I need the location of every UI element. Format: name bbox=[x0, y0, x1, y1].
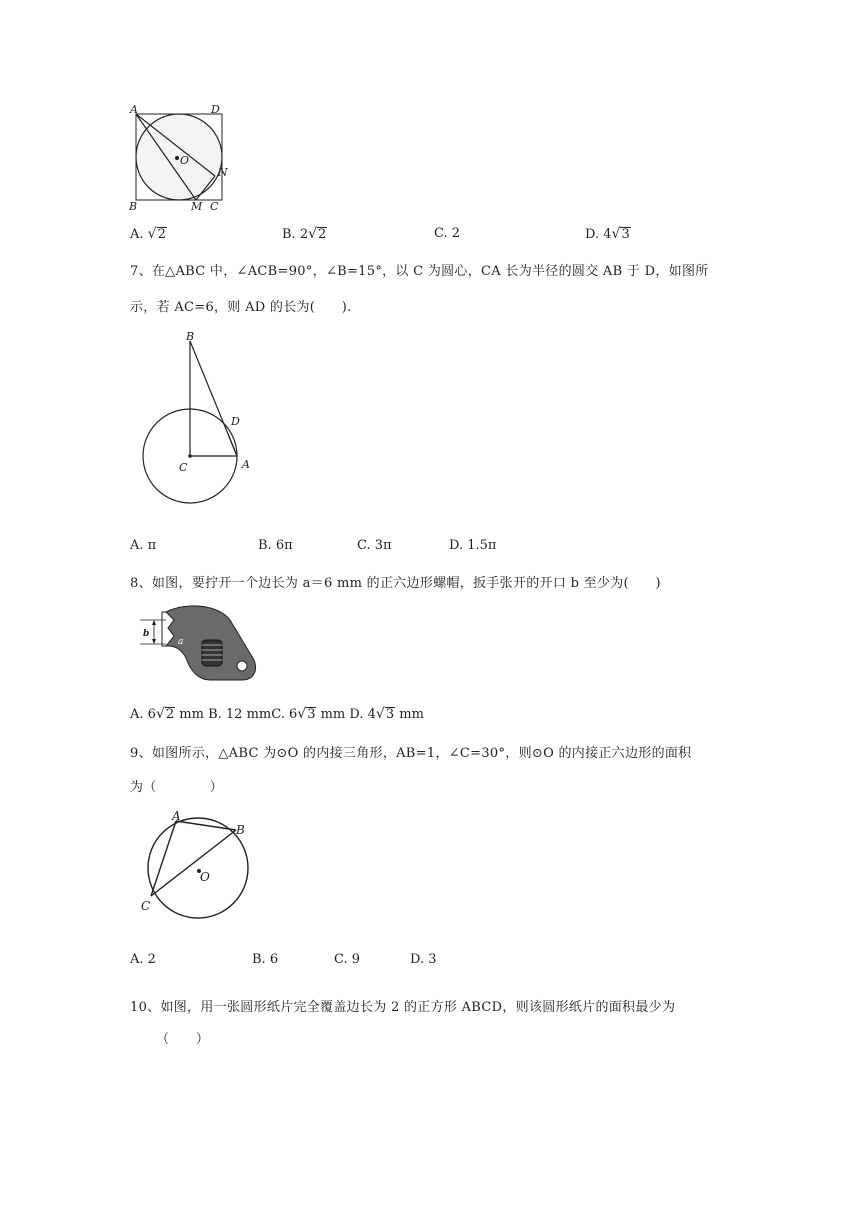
q6-label-a: A bbox=[130, 104, 138, 116]
q9-option-d[interactable]: D. 3 bbox=[410, 952, 437, 967]
q8-option-d[interactable]: D. 4√3 mm bbox=[349, 706, 424, 722]
q9-label-o: O bbox=[200, 870, 210, 884]
q10-text-line2: （ ） bbox=[156, 1032, 210, 1047]
q7-figure bbox=[140, 326, 260, 526]
q7-label-d: D bbox=[231, 415, 240, 428]
q9-text-line2: 为（ ） bbox=[130, 780, 224, 795]
q8-option-c[interactable]: C. 6√3 mm bbox=[271, 706, 346, 722]
q8-option-b[interactable]: B. 12 mm bbox=[208, 707, 272, 722]
q9-option-b[interactable]: B. 6 bbox=[252, 952, 279, 967]
q6-label-b: B bbox=[129, 200, 138, 213]
q10-text-line1: 10、如图，用一张圆形纸片完全覆盖边长为 2 的正方形 ABCD，则该圆形纸片的面积最少为 bbox=[130, 1000, 676, 1015]
q7-text-line2: 示，若 AC=6，则 AD 的长为( ). bbox=[130, 300, 352, 315]
q6-label-n: N bbox=[218, 166, 228, 179]
q9-label-c: C bbox=[141, 899, 151, 913]
q9-figure bbox=[136, 808, 256, 924]
q8-label-a: a bbox=[178, 637, 184, 647]
q7-label-a: A bbox=[242, 458, 250, 471]
q6-figure bbox=[126, 104, 236, 214]
q6-option-a[interactable]: A. √2 bbox=[130, 226, 166, 242]
q6-option-b[interactable]: B. 2√2 bbox=[282, 226, 327, 242]
q9-label-b: B bbox=[236, 823, 245, 837]
q9-option-a[interactable]: A. 2 bbox=[130, 952, 156, 967]
q9-label-a: A bbox=[172, 809, 181, 823]
q6-label-o: O bbox=[180, 154, 190, 167]
q7-option-d[interactable]: D. 1.5π bbox=[449, 538, 497, 553]
q6-option-c[interactable]: C. 2 bbox=[434, 226, 461, 241]
q6-label-m: M bbox=[191, 200, 203, 213]
q7-label-c: C bbox=[179, 461, 188, 474]
q8-wrench-figure bbox=[138, 600, 258, 686]
q7-option-b[interactable]: B. 6π bbox=[258, 538, 293, 553]
q8-options-line bbox=[130, 706, 424, 722]
q9-text-line1: 9、如图所示，△ABC 为⊙O 的内接三角形，AB=1，∠C=30°，则⊙O 的内接正六边形的面积 bbox=[130, 746, 692, 761]
q7-option-a[interactable]: A. π bbox=[130, 538, 157, 553]
q7-text-line1: 7、在△ABC 中，∠ACB=90°，∠B=15°，以 C 为圆心，CA 长为半径的圆交 AB 于 D，如图所 bbox=[130, 264, 709, 279]
q7-option-c[interactable]: C. 3π bbox=[357, 538, 392, 553]
q8-label-b: b bbox=[143, 629, 150, 639]
q9-option-c[interactable]: C. 9 bbox=[334, 952, 361, 967]
q8-text-line1: 8、如图，要拧开一个边长为 a＝6 mm 的正六边形螺帽，扳手张开的开口 b 至少为( ) bbox=[130, 576, 661, 591]
q6-label-d: D bbox=[211, 104, 220, 116]
q6-label-c: C bbox=[210, 200, 219, 213]
q8-option-a[interactable]: A. 6√2 mm bbox=[130, 706, 204, 722]
q7-label-b: B bbox=[186, 330, 195, 343]
q6-option-d[interactable]: D. 4√3 bbox=[585, 226, 630, 242]
